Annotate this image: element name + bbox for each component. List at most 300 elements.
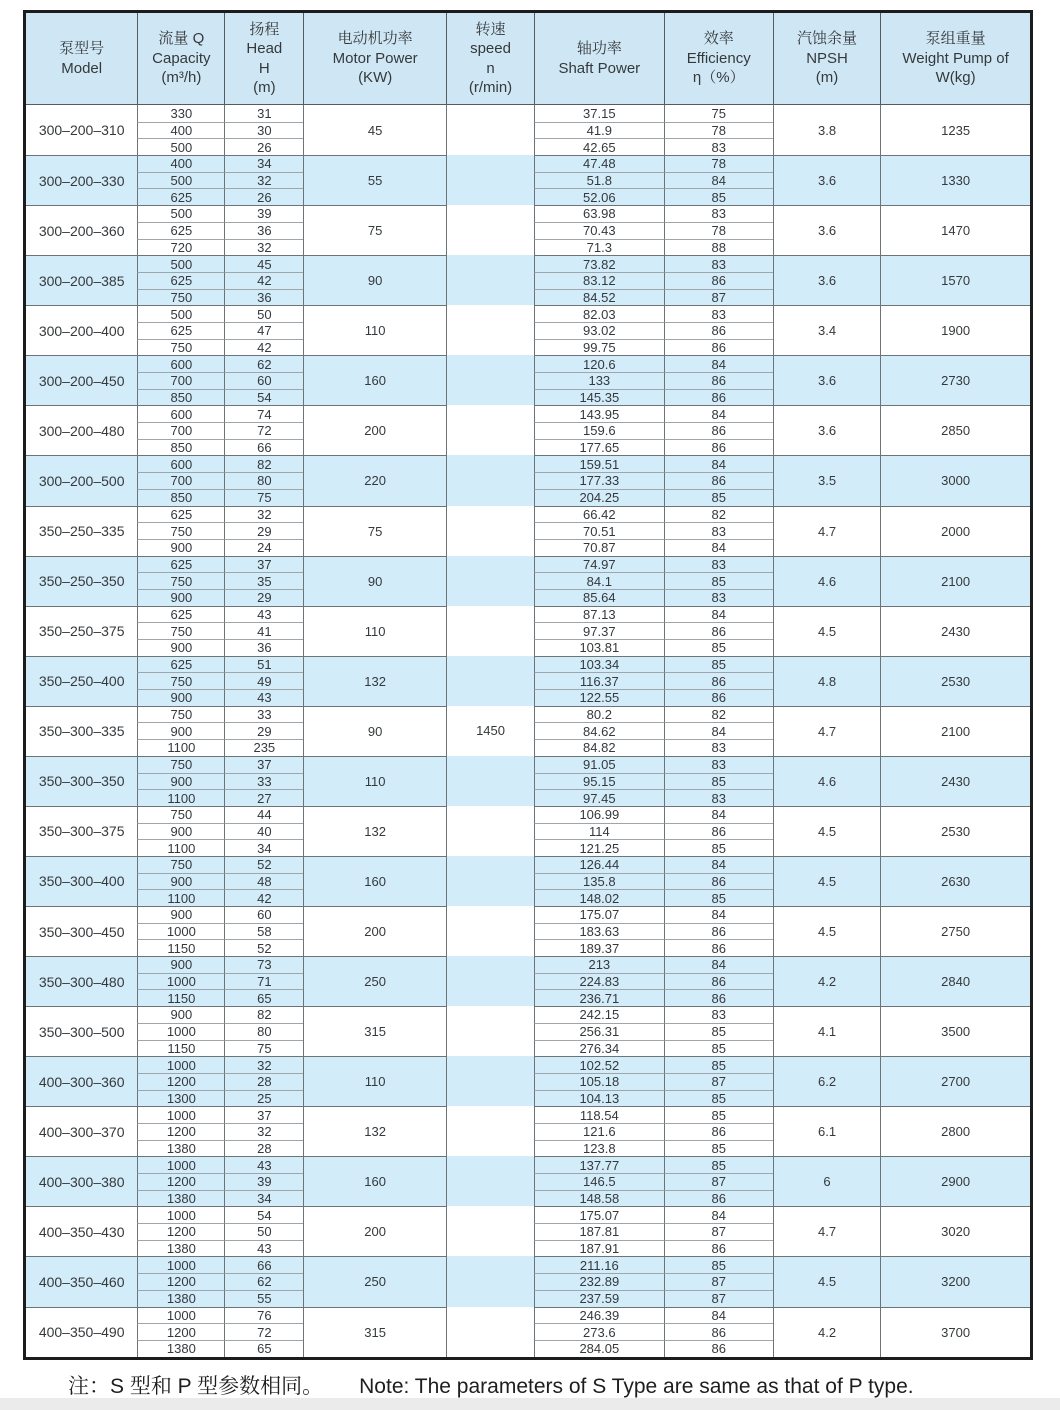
npsh-cell: 4.7 (773, 706, 880, 756)
shaft-power-cell: 224.83 (534, 973, 664, 990)
shaft-power-cell: 83.12 (534, 272, 664, 289)
speed-cell (446, 1006, 534, 1056)
speed-cell (446, 455, 534, 505)
head-cell: 74 (224, 405, 303, 422)
head-cell: 25 (224, 1090, 303, 1107)
shaft-power-cell: 211.16 (534, 1256, 664, 1273)
head-cell: 71 (224, 973, 303, 990)
shaft-power-cell: 82.03 (534, 305, 664, 322)
motor-power-cell: 110 (303, 756, 446, 806)
shaft-power-cell: 84.1 (534, 572, 664, 589)
model-cell: 400–350–460 (26, 1256, 137, 1306)
motor-power-cell: 132 (303, 656, 446, 706)
model-cell: 350–300–480 (26, 956, 137, 1006)
table-row (26, 556, 1030, 573)
shaft-power-cell: 148.58 (534, 1190, 664, 1207)
efficiency-cell: 86 (664, 1123, 773, 1140)
weight-cell: 1900 (880, 305, 1030, 355)
efficiency-cell: 83 (664, 522, 773, 539)
weight-cell: 3700 (880, 1307, 1030, 1357)
table-row (26, 1056, 1030, 1073)
shaft-power-cell: 284.05 (534, 1340, 664, 1357)
efficiency-cell: 87 (664, 1273, 773, 1290)
motor-power-cell: 110 (303, 1056, 446, 1106)
efficiency-cell: 78 (664, 155, 773, 172)
head-cell: 82 (224, 455, 303, 472)
efficiency-cell: 82 (664, 706, 773, 723)
shaft-power-cell: 232.89 (534, 1273, 664, 1290)
npsh-cell: 4.6 (773, 556, 880, 606)
capacity-cell: 850 (137, 389, 224, 406)
shaft-power-cell: 135.8 (534, 873, 664, 890)
efficiency-cell: 86 (664, 372, 773, 389)
capacity-cell: 850 (137, 439, 224, 456)
head-cell: 28 (224, 1073, 303, 1090)
capacity-cell: 750 (137, 806, 224, 823)
efficiency-cell: 84 (664, 606, 773, 623)
speed-cell (446, 1256, 534, 1306)
efficiency-cell: 86 (664, 1190, 773, 1207)
weight-cell: 2530 (880, 806, 1030, 856)
efficiency-cell: 86 (664, 939, 773, 956)
efficiency-cell: 83 (664, 305, 773, 322)
capacity-cell: 400 (137, 155, 224, 172)
efficiency-cell: 83 (664, 205, 773, 222)
efficiency-cell: 85 (664, 773, 773, 790)
efficiency-cell: 86 (664, 389, 773, 406)
capacity-cell: 900 (137, 639, 224, 656)
table-header (26, 13, 1030, 105)
npsh-cell: 3.5 (773, 455, 880, 505)
capacity-cell: 625 (137, 322, 224, 339)
weight-cell: 1570 (880, 255, 1030, 305)
capacity-cell: 750 (137, 756, 224, 773)
weight-cell: 2100 (880, 556, 1030, 606)
shaft-power-cell: 148.02 (534, 889, 664, 906)
efficiency-cell: 83 (664, 589, 773, 606)
shaft-power-cell: 120.6 (534, 355, 664, 372)
npsh-cell: 4.5 (773, 1256, 880, 1306)
footnote (23, 1360, 1033, 1400)
shaft-power-cell: 189.37 (534, 939, 664, 956)
capacity-cell: 750 (137, 339, 224, 356)
head-cell: 24 (224, 539, 303, 556)
model-cell: 350–300–400 (26, 856, 137, 906)
model-cell: 300–200–480 (26, 405, 137, 455)
table-row (26, 455, 1030, 472)
shaft-power-cell: 126.44 (534, 856, 664, 873)
model-cell: 350–250–335 (26, 506, 137, 556)
head-cell: 65 (224, 1340, 303, 1357)
shaft-power-cell: 84.62 (534, 722, 664, 739)
head-cell: 80 (224, 1023, 303, 1040)
npsh-cell: 4.5 (773, 906, 880, 956)
weight-cell: 3500 (880, 1006, 1030, 1056)
head-cell: 35 (224, 572, 303, 589)
npsh-cell: 4.8 (773, 656, 880, 706)
shaft-power-cell: 95.15 (534, 773, 664, 790)
table-row (26, 105, 1030, 122)
efficiency-cell: 86 (664, 322, 773, 339)
head-cell: 60 (224, 372, 303, 389)
weight-cell: 1235 (880, 105, 1030, 155)
efficiency-cell: 84 (664, 722, 773, 739)
head-cell: 42 (224, 339, 303, 356)
head-cell: 51 (224, 656, 303, 673)
capacity-cell: 900 (137, 906, 224, 923)
shaft-power-cell: 103.34 (534, 656, 664, 673)
head-cell: 47 (224, 322, 303, 339)
capacity-cell: 1380 (137, 1140, 224, 1157)
capacity-cell: 1150 (137, 1040, 224, 1057)
capacity-cell: 625 (137, 272, 224, 289)
shaft-power-cell: 71.3 (534, 239, 664, 256)
speed-cell (446, 1156, 534, 1206)
table-row (26, 1106, 1030, 1123)
model-cell: 400–300–380 (26, 1156, 137, 1206)
head-cell: 41 (224, 622, 303, 639)
shaft-power-cell: 143.95 (534, 405, 664, 422)
table-row (26, 205, 1030, 222)
npsh-cell: 3.6 (773, 205, 880, 255)
speed-cell (446, 255, 534, 305)
head-cell: 39 (224, 1173, 303, 1190)
capacity-cell: 1380 (137, 1340, 224, 1357)
capacity-cell: 900 (137, 1006, 224, 1023)
table-row (26, 1006, 1030, 1023)
head-cell: 49 (224, 672, 303, 689)
capacity-cell: 625 (137, 188, 224, 205)
efficiency-cell: 85 (664, 839, 773, 856)
efficiency-cell: 86 (664, 439, 773, 456)
model-cell: 400–300–360 (26, 1056, 137, 1106)
efficiency-cell: 86 (664, 823, 773, 840)
efficiency-cell: 84 (664, 405, 773, 422)
capacity-cell: 850 (137, 489, 224, 506)
capacity-cell: 750 (137, 572, 224, 589)
shaft-power-cell: 118.54 (534, 1106, 664, 1123)
head-cell: 235 (224, 739, 303, 756)
shaft-power-cell: 102.52 (534, 1056, 664, 1073)
shaft-power-cell: 114 (534, 823, 664, 840)
efficiency-cell: 83 (664, 789, 773, 806)
shaft-power-cell: 52.06 (534, 188, 664, 205)
motor-power-cell: 200 (303, 906, 446, 956)
head-cell: 37 (224, 556, 303, 573)
weight-cell: 2000 (880, 506, 1030, 556)
shaft-power-cell: 213 (534, 956, 664, 973)
head-cell: 36 (224, 222, 303, 239)
efficiency-cell: 84 (664, 455, 773, 472)
head-cell: 27 (224, 789, 303, 806)
model-cell: 350–300–375 (26, 806, 137, 856)
speed-cell (446, 506, 534, 556)
capacity-cell: 1000 (137, 973, 224, 990)
footnote-zh: 注：S 型和 P 型参数相同。 (68, 1374, 324, 1398)
weight-cell: 2730 (880, 355, 1030, 405)
head-cell: 60 (224, 906, 303, 923)
model-cell: 300–200–385 (26, 255, 137, 305)
shaft-power-cell: 187.81 (534, 1223, 664, 1240)
head-cell: 36 (224, 639, 303, 656)
shaft-power-cell: 74.97 (534, 556, 664, 573)
efficiency-cell: 87 (664, 1073, 773, 1090)
head-cell: 42 (224, 272, 303, 289)
weight-cell: 2800 (880, 1106, 1030, 1156)
model-cell: 400–300–370 (26, 1106, 137, 1156)
head-cell: 30 (224, 122, 303, 139)
speed-cell (446, 1106, 534, 1156)
model-cell: 350–250–375 (26, 606, 137, 656)
shaft-power-cell: 204.25 (534, 489, 664, 506)
weight-cell: 2630 (880, 856, 1030, 906)
capacity-cell: 900 (137, 589, 224, 606)
capacity-cell: 1150 (137, 939, 224, 956)
table-row (26, 405, 1030, 422)
capacity-cell: 750 (137, 289, 224, 306)
npsh-cell: 4.7 (773, 1206, 880, 1256)
shaft-power-cell: 175.07 (534, 906, 664, 923)
capacity-cell: 750 (137, 522, 224, 539)
speed-cell (446, 405, 534, 455)
speed-cell (446, 305, 534, 355)
motor-power-cell: 160 (303, 355, 446, 405)
capacity-cell: 625 (137, 222, 224, 239)
capacity-cell: 1200 (137, 1273, 224, 1290)
weight-cell: 2900 (880, 1156, 1030, 1206)
capacity-cell: 1150 (137, 989, 224, 1006)
shaft-power-cell: 133 (534, 372, 664, 389)
table-row (26, 906, 1030, 923)
head-cell: 66 (224, 1256, 303, 1273)
capacity-cell: 1000 (137, 1056, 224, 1073)
shaft-power-cell: 87.13 (534, 606, 664, 623)
efficiency-cell: 78 (664, 122, 773, 139)
model-cell: 300–200–360 (26, 205, 137, 255)
motor-power-cell: 200 (303, 1206, 446, 1256)
shaft-power-cell: 106.99 (534, 806, 664, 823)
col-header-weight: 泵组重量 Weight Pump of W(kg) (880, 13, 1030, 105)
efficiency-cell: 86 (664, 422, 773, 439)
capacity-cell: 900 (137, 773, 224, 790)
efficiency-cell: 85 (664, 1056, 773, 1073)
table-row (26, 255, 1030, 272)
capacity-cell: 625 (137, 606, 224, 623)
shaft-power-cell: 273.6 (534, 1323, 664, 1340)
shaft-power-cell: 51.8 (534, 172, 664, 189)
capacity-cell: 1100 (137, 839, 224, 856)
head-cell: 43 (224, 1156, 303, 1173)
table-row (26, 706, 1030, 723)
head-cell: 32 (224, 1056, 303, 1073)
motor-power-cell: 75 (303, 205, 446, 255)
speed-cell (446, 355, 534, 405)
npsh-cell: 6 (773, 1156, 880, 1206)
table-row (26, 1256, 1030, 1273)
efficiency-cell: 85 (664, 639, 773, 656)
shaft-power-cell: 116.37 (534, 672, 664, 689)
model-cell: 350–250–350 (26, 556, 137, 606)
motor-power-cell: 160 (303, 1156, 446, 1206)
table-row (26, 155, 1030, 172)
model-cell: 300–200–400 (26, 305, 137, 355)
shaft-power-cell: 84.82 (534, 739, 664, 756)
capacity-cell: 900 (137, 823, 224, 840)
shaft-power-cell: 175.07 (534, 1206, 664, 1223)
shaft-power-cell: 97.37 (534, 622, 664, 639)
capacity-cell: 750 (137, 622, 224, 639)
shaft-power-cell: 146.5 (534, 1173, 664, 1190)
shaft-power-cell: 183.63 (534, 923, 664, 940)
head-cell: 33 (224, 706, 303, 723)
capacity-cell: 1000 (137, 1256, 224, 1273)
npsh-cell: 4.5 (773, 606, 880, 656)
weight-cell: 3020 (880, 1206, 1030, 1256)
col-header-shaft-power: 轴功率 Shaft Power (534, 13, 664, 105)
motor-power-cell: 90 (303, 556, 446, 606)
capacity-cell: 1200 (137, 1223, 224, 1240)
motor-power-cell: 315 (303, 1307, 446, 1357)
shaft-power-cell: 256.31 (534, 1023, 664, 1040)
capacity-cell: 500 (137, 205, 224, 222)
col-header-head: 扬程 Head H (m) (224, 13, 303, 105)
capacity-cell: 900 (137, 722, 224, 739)
npsh-cell: 4.2 (773, 1307, 880, 1357)
head-cell: 32 (224, 506, 303, 523)
capacity-cell: 400 (137, 122, 224, 139)
head-cell: 40 (224, 823, 303, 840)
shaft-power-cell: 177.33 (534, 472, 664, 489)
capacity-cell: 900 (137, 539, 224, 556)
capacity-cell: 1200 (137, 1323, 224, 1340)
efficiency-cell: 85 (664, 1156, 773, 1173)
capacity-cell: 900 (137, 956, 224, 973)
table-row (26, 1156, 1030, 1173)
efficiency-cell: 86 (664, 672, 773, 689)
motor-power-cell: 220 (303, 455, 446, 505)
capacity-cell: 750 (137, 856, 224, 873)
shaft-power-cell: 177.65 (534, 439, 664, 456)
table-row (26, 1307, 1030, 1324)
pump-spec-table (23, 10, 1033, 1360)
capacity-cell: 1380 (137, 1240, 224, 1257)
motor-power-cell: 200 (303, 405, 446, 455)
speed-cell (446, 956, 534, 1006)
motor-power-cell: 110 (303, 606, 446, 656)
table-row (26, 606, 1030, 623)
npsh-cell: 3.6 (773, 255, 880, 305)
shaft-power-cell: 47.48 (534, 155, 664, 172)
head-cell: 42 (224, 889, 303, 906)
efficiency-cell: 78 (664, 222, 773, 239)
table-row (26, 956, 1030, 973)
efficiency-cell: 86 (664, 1340, 773, 1357)
head-cell: 55 (224, 1290, 303, 1307)
speed-cell (446, 155, 534, 205)
head-cell: 32 (224, 239, 303, 256)
motor-power-cell: 250 (303, 956, 446, 1006)
head-cell: 52 (224, 856, 303, 873)
weight-cell: 2430 (880, 606, 1030, 656)
shaft-power-cell: 70.43 (534, 222, 664, 239)
table-row (26, 355, 1030, 372)
head-cell: 72 (224, 422, 303, 439)
head-cell: 43 (224, 1240, 303, 1257)
efficiency-cell: 87 (664, 1223, 773, 1240)
efficiency-cell: 86 (664, 689, 773, 706)
efficiency-cell: 84 (664, 172, 773, 189)
speed-cell (446, 806, 534, 856)
capacity-cell: 500 (137, 255, 224, 272)
head-cell: 75 (224, 1040, 303, 1057)
shaft-power-cell: 121.25 (534, 839, 664, 856)
model-cell: 350–300–450 (26, 906, 137, 956)
head-cell: 34 (224, 155, 303, 172)
table-row (26, 806, 1030, 823)
efficiency-cell: 83 (664, 756, 773, 773)
weight-cell: 3200 (880, 1256, 1030, 1306)
model-cell: 300–200–450 (26, 355, 137, 405)
shaft-power-cell: 80.2 (534, 706, 664, 723)
head-cell: 66 (224, 439, 303, 456)
head-cell: 54 (224, 389, 303, 406)
speed-cell (446, 1206, 534, 1256)
shaft-power-cell: 137.77 (534, 1156, 664, 1173)
head-cell: 73 (224, 956, 303, 973)
efficiency-cell: 85 (664, 1040, 773, 1057)
head-cell: 39 (224, 205, 303, 222)
capacity-cell: 1200 (137, 1173, 224, 1190)
capacity-cell: 500 (137, 138, 224, 155)
col-header-speed: 转速 speed n (r/min) (446, 13, 534, 105)
head-cell: 26 (224, 188, 303, 205)
shaft-power-cell: 99.75 (534, 339, 664, 356)
capacity-cell: 625 (137, 656, 224, 673)
shaft-power-cell: 70.87 (534, 539, 664, 556)
capacity-cell: 500 (137, 172, 224, 189)
col-header-motor-power: 电动机功率 Motor Power (KW) (303, 13, 446, 105)
head-cell: 76 (224, 1307, 303, 1324)
model-cell: 300–200–500 (26, 455, 137, 505)
shaft-power-cell: 84.52 (534, 289, 664, 306)
motor-power-cell: 90 (303, 255, 446, 305)
efficiency-cell: 85 (664, 656, 773, 673)
capacity-cell: 700 (137, 422, 224, 439)
shaft-power-cell: 187.91 (534, 1240, 664, 1257)
col-header-efficiency: 效率 Efficiency η（%） (664, 13, 773, 105)
capacity-cell: 600 (137, 355, 224, 372)
capacity-cell: 750 (137, 672, 224, 689)
head-cell: 80 (224, 472, 303, 489)
npsh-cell: 4.5 (773, 806, 880, 856)
capacity-cell: 1300 (137, 1090, 224, 1107)
shaft-power-cell: 93.02 (534, 322, 664, 339)
footnote-en: Note: The parameters of S Type are same as that of P type. (359, 1374, 914, 1398)
shaft-power-cell: 63.98 (534, 205, 664, 222)
head-cell: 65 (224, 989, 303, 1006)
efficiency-cell: 85 (664, 1090, 773, 1107)
shaft-power-cell: 123.8 (534, 1140, 664, 1157)
weight-cell: 2100 (880, 706, 1030, 756)
npsh-cell: 4.6 (773, 756, 880, 806)
npsh-cell: 6.1 (773, 1106, 880, 1156)
capacity-cell: 1000 (137, 1023, 224, 1040)
motor-power-cell: 90 (303, 706, 446, 756)
head-cell: 82 (224, 1006, 303, 1023)
capacity-cell: 600 (137, 405, 224, 422)
motor-power-cell: 132 (303, 1106, 446, 1156)
efficiency-cell: 87 (664, 1290, 773, 1307)
